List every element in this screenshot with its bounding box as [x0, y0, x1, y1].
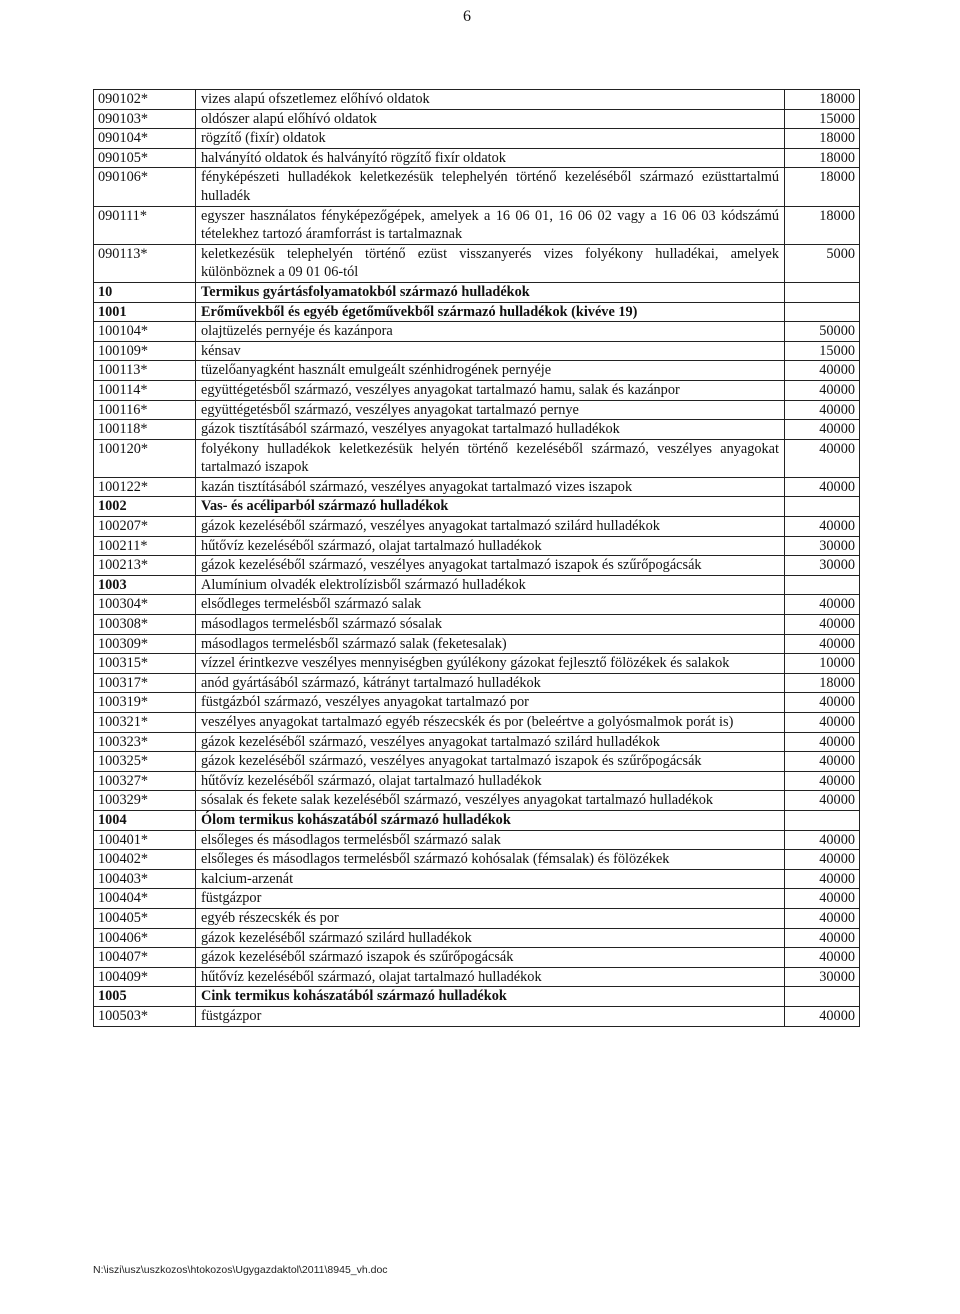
waste-code-cell: 1002 [94, 497, 196, 517]
table-row [94, 341, 860, 361]
waste-description-cell: kalcium-arzenát [196, 869, 785, 889]
amount-cell: 40000 [785, 439, 860, 477]
waste-description-cell: együttégetésből származó, veszélyes anyagokat tartalmazó pernye [196, 400, 785, 420]
waste-code-table [93, 89, 860, 1027]
waste-code-cell: 100327* [94, 771, 196, 791]
table-row [94, 129, 860, 149]
amount-cell: 18000 [785, 90, 860, 110]
waste-description-cell: rögzítő (fixír) oldatok [196, 129, 785, 149]
waste-description-cell: másodlagos termelésből származó salak (feketesalak) [196, 634, 785, 654]
amount-cell: 30000 [785, 536, 860, 556]
waste-code-cell: 100116* [94, 400, 196, 420]
waste-code-cell: 100325* [94, 752, 196, 772]
amount-cell: 40000 [785, 477, 860, 497]
waste-code-cell: 100315* [94, 654, 196, 674]
waste-description-cell: kazán tisztításából származó, veszélyes anyagokat tartalmazó vizes iszapok [196, 477, 785, 497]
waste-code-cell: 100329* [94, 791, 196, 811]
table-row [94, 615, 860, 635]
table-row [94, 791, 860, 811]
table-row [94, 595, 860, 615]
footer-file-path: N:\iszi\usz\uszkozos\htokozos\Ugygazdaktol\2011\8945_vh.doc [93, 1264, 388, 1276]
waste-code-cell: 090111* [94, 206, 196, 244]
waste-code-cell: 090113* [94, 244, 196, 282]
table-section-heading-row [94, 810, 860, 830]
amount-cell: 40000 [785, 634, 860, 654]
amount-cell: 18000 [785, 129, 860, 149]
table-section-heading-row [94, 302, 860, 322]
waste-code-cell: 100401* [94, 830, 196, 850]
waste-description-cell: halványító oldatok és halványító rögzítő fixír oldatok [196, 148, 785, 168]
waste-description-cell: gázok tisztításából származó, veszélyes anyagokat tartalmazó hulladékok [196, 420, 785, 440]
waste-description-cell: Alumínium olvadék elektrolízisből származó hulladékok [196, 575, 785, 595]
waste-description-cell: gázok kezeléséből származó, veszélyes anyagokat tartalmazó szilárd hulladékok [196, 732, 785, 752]
table-row [94, 439, 860, 477]
waste-code-cell: 090106* [94, 168, 196, 206]
waste-code-cell: 100118* [94, 420, 196, 440]
amount-cell: 18000 [785, 673, 860, 693]
waste-description-cell: füstgázpor [196, 889, 785, 909]
table-row [94, 928, 860, 948]
waste-code-cell: 100309* [94, 634, 196, 654]
waste-code-cell: 100211* [94, 536, 196, 556]
table-row [94, 148, 860, 168]
page-number: 6 [463, 8, 471, 25]
amount-cell: 40000 [785, 948, 860, 968]
waste-code-cell: 100407* [94, 948, 196, 968]
waste-description-cell: gázok kezeléséből származó, veszélyes anyagokat tartalmazó iszapok és szűrőpogácsák [196, 752, 785, 772]
amount-cell: 40000 [785, 908, 860, 928]
waste-code-cell: 100207* [94, 517, 196, 537]
table-row [94, 244, 860, 282]
waste-code-cell: 100122* [94, 477, 196, 497]
table-section-heading-row [94, 987, 860, 1007]
amount-cell: 15000 [785, 341, 860, 361]
amount-cell: 40000 [785, 869, 860, 889]
amount-cell: 40000 [785, 713, 860, 733]
amount-cell: 30000 [785, 556, 860, 576]
table-row [94, 1006, 860, 1026]
waste-code-cell: 10 [94, 282, 196, 302]
waste-description-cell: hűtővíz kezeléséből származó, olajat tartalmazó hulladékok [196, 536, 785, 556]
waste-code-cell: 100503* [94, 1006, 196, 1026]
waste-description-cell: gázok kezeléséből származó iszapok és szűrőpogácsák [196, 948, 785, 968]
table-row [94, 420, 860, 440]
waste-description-cell: elsőleges és másodlagos termelésből származó salak [196, 830, 785, 850]
waste-code-cell: 1001 [94, 302, 196, 322]
waste-code-cell: 100304* [94, 595, 196, 615]
waste-description-cell: kénsav [196, 341, 785, 361]
amount-cell [785, 497, 860, 517]
waste-description-cell: hűtővíz kezeléséből származó, olajat tartalmazó hulladékok [196, 771, 785, 791]
table-row [94, 693, 860, 713]
waste-code-cell: 100120* [94, 439, 196, 477]
amount-cell [785, 987, 860, 1007]
waste-code-cell: 100109* [94, 341, 196, 361]
waste-description-cell: Cink termikus kohászatából származó hulladékok [196, 987, 785, 1007]
amount-cell: 40000 [785, 850, 860, 870]
waste-code-cell: 100402* [94, 850, 196, 870]
waste-description-cell: olajtüzelés pernyéje és kazánpora [196, 322, 785, 342]
waste-code-cell: 1004 [94, 810, 196, 830]
table-row [94, 477, 860, 497]
waste-description-cell: folyékony hulladékok keletkezésük helyén történő kezeléséből származó, veszélyes anyagokat tartalmazó iszapok [196, 439, 785, 477]
amount-cell: 5000 [785, 244, 860, 282]
waste-code-cell: 100409* [94, 967, 196, 987]
table-row [94, 206, 860, 244]
table-row [94, 752, 860, 772]
amount-cell: 18000 [785, 148, 860, 168]
waste-description-cell: egyszer használatos fényképezőgépek, amelyek a 16 06 01, 16 06 02 vagy a 16 06 03 kódszámú tételekhez tartozó áramforrást is tartalmaznak [196, 206, 785, 244]
amount-cell: 40000 [785, 693, 860, 713]
amount-cell: 40000 [785, 771, 860, 791]
table-row [94, 908, 860, 928]
amount-cell: 40000 [785, 791, 860, 811]
waste-description-cell: oldószer alapú előhívó oldatok [196, 109, 785, 129]
table-row [94, 830, 860, 850]
waste-code-cell: 100317* [94, 673, 196, 693]
table-section-heading-row [94, 282, 860, 302]
table-row [94, 168, 860, 206]
amount-cell: 40000 [785, 889, 860, 909]
table-section-heading-row [94, 497, 860, 517]
amount-cell: 40000 [785, 380, 860, 400]
amount-cell: 40000 [785, 1006, 860, 1026]
waste-code-cell: 100319* [94, 693, 196, 713]
waste-description-cell: keletkezésük telephelyén történő ezüst visszanyerés vizes folyékony hulladékai, amelyek különböznek a 09 01 06-tól [196, 244, 785, 282]
waste-description-cell: anód gyártásából származó, kátrányt tartalmazó hulladékok [196, 673, 785, 693]
waste-code-cell: 100406* [94, 928, 196, 948]
amount-cell: 40000 [785, 732, 860, 752]
waste-code-cell: 100104* [94, 322, 196, 342]
waste-description-cell: veszélyes anyagokat tartalmazó egyéb részecskék és por (beleértve a golyósmalmok porát is) [196, 713, 785, 733]
waste-code-cell: 100404* [94, 889, 196, 909]
waste-description-cell: Vas- és acéliparból származó hulladékok [196, 497, 785, 517]
amount-cell: 40000 [785, 595, 860, 615]
waste-description-cell: Ólom termikus kohászatából származó hulladékok [196, 810, 785, 830]
table-row [94, 322, 860, 342]
waste-description-cell: füstgázpor [196, 1006, 785, 1026]
amount-cell [785, 282, 860, 302]
waste-code-cell: 100113* [94, 361, 196, 381]
waste-description-cell: elsőleges és másodlagos termelésből származó kohósalak (fémsalak) és fölözékek [196, 850, 785, 870]
amount-cell: 40000 [785, 361, 860, 381]
amount-cell: 50000 [785, 322, 860, 342]
waste-description-cell: együttégetésből származó, veszélyes anyagokat tartalmazó hamu, salak és kazánpor [196, 380, 785, 400]
table-row [94, 634, 860, 654]
waste-code-table-container [93, 89, 859, 1027]
waste-description-cell: fényképészeti hulladékok keletkezésük telephelyén történő kezeléséből származó ezüsttartalmú hulladék [196, 168, 785, 206]
waste-description-cell: füstgázból származó, veszélyes anyagokat tartalmazó por [196, 693, 785, 713]
table-row [94, 400, 860, 420]
waste-description-cell: hűtővíz kezeléséből származó, olajat tartalmazó hulladékok [196, 967, 785, 987]
table-row [94, 109, 860, 129]
table-section-heading-row [94, 575, 860, 595]
amount-cell: 40000 [785, 615, 860, 635]
amount-cell: 10000 [785, 654, 860, 674]
waste-description-cell: gázok kezeléséből származó, veszélyes anyagokat tartalmazó iszapok és szűrőpogácsák [196, 556, 785, 576]
table-row [94, 90, 860, 110]
waste-code-cell: 090105* [94, 148, 196, 168]
waste-code-cell: 1003 [94, 575, 196, 595]
table-row [94, 517, 860, 537]
amount-cell [785, 810, 860, 830]
amount-cell: 40000 [785, 752, 860, 772]
waste-code-cell: 100405* [94, 908, 196, 928]
amount-cell: 30000 [785, 967, 860, 987]
waste-description-cell: gázok kezeléséből származó szilárd hulladékok [196, 928, 785, 948]
amount-cell: 40000 [785, 517, 860, 537]
waste-description-cell: elsődleges termelésből származó salak [196, 595, 785, 615]
amount-cell [785, 302, 860, 322]
waste-description-cell: sósalak és fekete salak kezeléséből származó, veszélyes anyagokat tartalmazó hulladékok [196, 791, 785, 811]
amount-cell: 40000 [785, 420, 860, 440]
waste-code-cell: 100213* [94, 556, 196, 576]
table-row [94, 361, 860, 381]
table-row [94, 948, 860, 968]
amount-cell: 18000 [785, 168, 860, 206]
table-body [94, 90, 860, 1027]
waste-code-cell: 100321* [94, 713, 196, 733]
waste-code-cell: 090103* [94, 109, 196, 129]
waste-code-cell: 090104* [94, 129, 196, 149]
waste-code-cell: 090102* [94, 90, 196, 110]
waste-description-cell: vizes alapú ofszetlemez előhívó oldatok [196, 90, 785, 110]
waste-code-cell: 100114* [94, 380, 196, 400]
waste-description-cell: vízzel érintkezve veszélyes mennyiségben gyúlékony gázokat fejlesztő fölözékek és salakok [196, 654, 785, 674]
table-row [94, 869, 860, 889]
table-row [94, 536, 860, 556]
table-row [94, 771, 860, 791]
waste-description-cell: Erőművekből és egyéb égetőművekből származó hulladékok (kivéve 19) [196, 302, 785, 322]
amount-cell: 15000 [785, 109, 860, 129]
table-row [94, 654, 860, 674]
table-row [94, 713, 860, 733]
amount-cell: 18000 [785, 206, 860, 244]
amount-cell: 40000 [785, 830, 860, 850]
waste-description-cell: másodlagos termelésből származó sósalak [196, 615, 785, 635]
waste-code-cell: 1005 [94, 987, 196, 1007]
table-row [94, 850, 860, 870]
amount-cell [785, 575, 860, 595]
amount-cell: 40000 [785, 928, 860, 948]
waste-code-cell: 100323* [94, 732, 196, 752]
amount-cell: 40000 [785, 400, 860, 420]
table-row [94, 556, 860, 576]
waste-description-cell: tüzelőanyagként használt emulgeált szénhidrogének pernyéje [196, 361, 785, 381]
table-row [94, 732, 860, 752]
waste-description-cell: egyéb részecskék és por [196, 908, 785, 928]
table-row [94, 673, 860, 693]
waste-code-cell: 100403* [94, 869, 196, 889]
table-row [94, 967, 860, 987]
table-row [94, 380, 860, 400]
table-row [94, 889, 860, 909]
waste-description-cell: gázok kezeléséből származó, veszélyes anyagokat tartalmazó szilárd hulladékok [196, 517, 785, 537]
waste-code-cell: 100308* [94, 615, 196, 635]
waste-description-cell: Termikus gyártásfolyamatokból származó hulladékok [196, 282, 785, 302]
